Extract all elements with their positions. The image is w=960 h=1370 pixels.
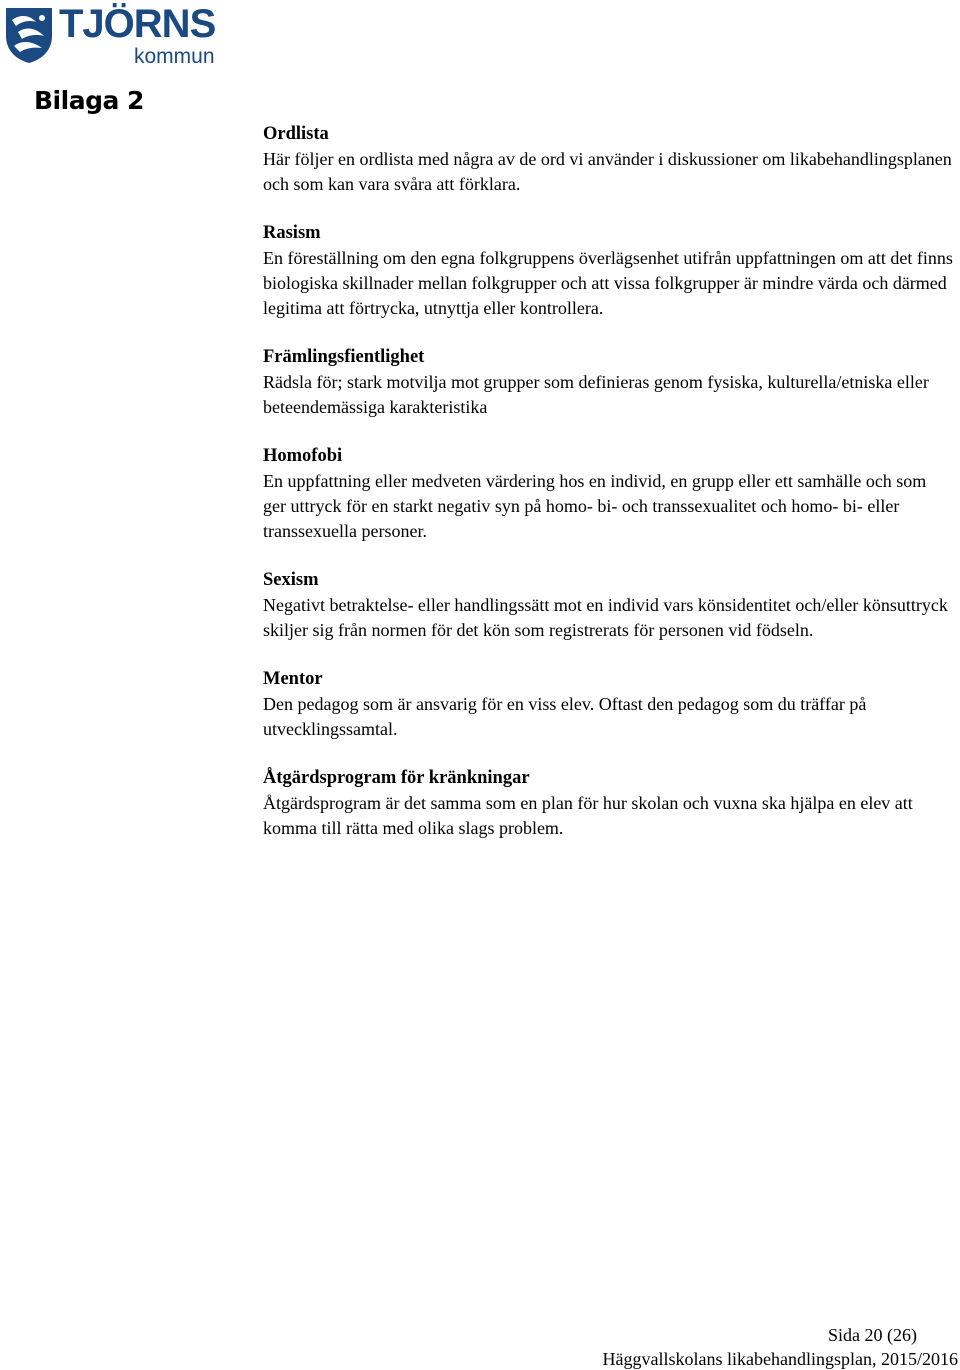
glossary-term: Homofobi xyxy=(263,446,343,466)
glossary-definition: Negativt betraktelse- eller handlingssätt mot en individ vars könsidentitet och/eller könsuttryck skiljer sig från normen för det kön som registrerats för personen vid födseln. xyxy=(263,595,948,640)
coat-of-arms-icon xyxy=(4,6,54,64)
glossary-entry xyxy=(263,345,953,420)
glossary-term: Sexism xyxy=(263,570,319,590)
glossary-title: Ordlista xyxy=(263,124,329,144)
glossary-entry xyxy=(263,568,953,643)
glossary-definition: Den pedagog som är ansvarig för en viss elev. Oftast den pedagog som du träffar på utvecklingssamtal. xyxy=(263,694,867,739)
glossary-term: Åtgärdsprogram för kränkningar xyxy=(263,768,530,788)
glossary-intro-section xyxy=(263,122,953,197)
glossary-content xyxy=(263,122,953,865)
glossary-definition: Rädsla för; stark motvilja mot grupper som definieras genom fysiska, kulturella/etniska eller beteendemässiga karakteristika xyxy=(263,372,929,417)
logo-wordmark: TJÖRNS xyxy=(59,2,216,46)
municipality-logo xyxy=(4,2,224,68)
glossary-definition: En föreställning om den egna folkgruppens överlägsenhet utifrån uppfattningen om att det finns biologiska skillnader mellan folkgrupper och att vissa folkgrupper är mindre värda och därmed legitima att förtrycka, utnyttja eller kontrollera. xyxy=(263,248,953,318)
glossary-entry xyxy=(263,667,953,742)
glossary-entry xyxy=(263,766,953,841)
glossary-entry xyxy=(263,444,953,544)
attachment-title: Bilaga 2 xyxy=(34,86,144,115)
glossary-entry xyxy=(263,221,953,321)
glossary-term: Rasism xyxy=(263,223,321,243)
logo-subtitle: kommun xyxy=(134,45,215,68)
glossary-definition: Åtgärdsprogram är det samma som en plan för hur skolan och vuxna ska hjälpa en elev att komma till rätta med olika slags problem. xyxy=(263,793,913,838)
page-number: Sida 20 (26) xyxy=(828,1325,917,1345)
glossary-term: Främlingsfientlighet xyxy=(263,347,425,367)
glossary-term: Mentor xyxy=(263,669,323,689)
document-title-footer: Häggvallskolans likabehandlingsplan, 2015/2016 xyxy=(602,1349,958,1369)
glossary-definition: En uppfattning eller medveten värdering hos en individ, en grupp eller ett samhälle och som ger uttryck för en starkt negativ syn på homo- bi- och transsexualitet och homo- bi- eller transsexuella personer. xyxy=(263,471,927,541)
glossary-intro: Här följer en ordlista med några av de ord vi använder i diskussioner om likabehandlingsplanen och som kan vara svåra att förklara. xyxy=(263,149,952,194)
